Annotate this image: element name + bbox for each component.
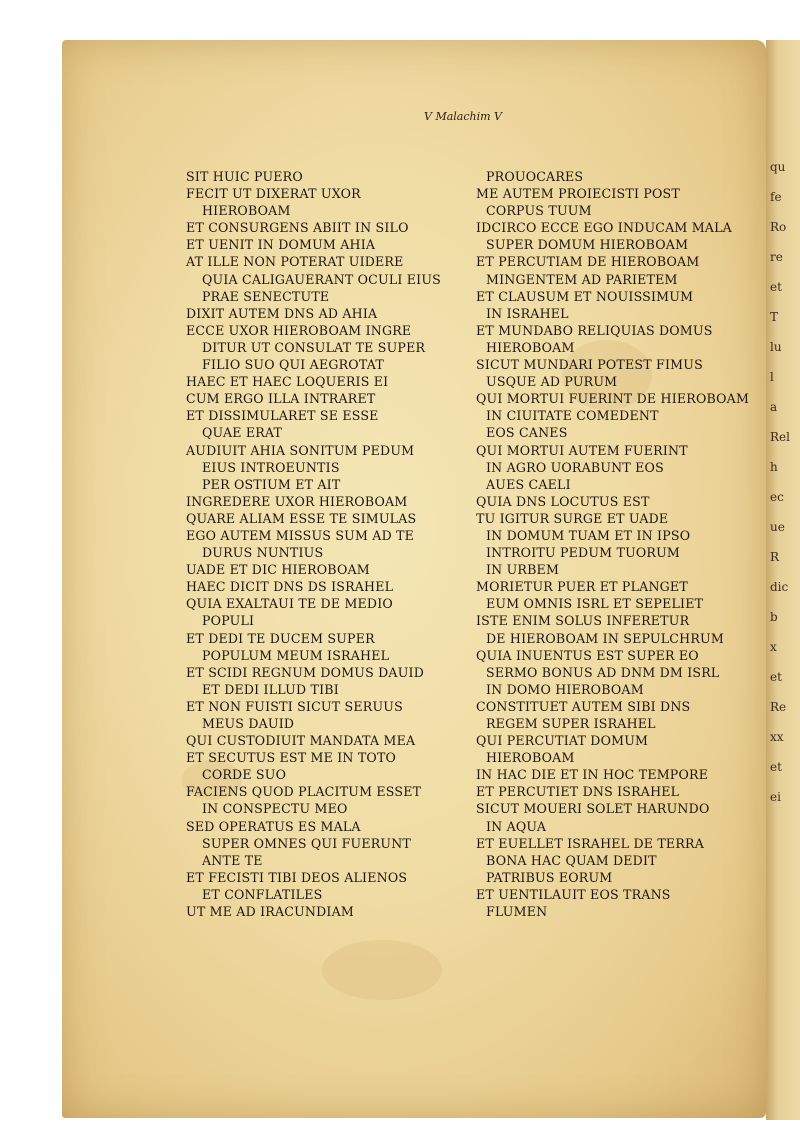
text-line: PRAE SENECTUTE — [202, 288, 330, 304]
text-line: QUI MORTUI FUERINT DE HIEROBOAM — [476, 391, 750, 407]
text-line: PROUOCARES — [486, 169, 584, 184]
text-line: AUDIUIT AHIA SONITUM PEDUM — [186, 442, 415, 458]
text-line: SED OPERATUS ES MALA — [186, 818, 361, 834]
next-page-fragment: Ro — [770, 220, 787, 234]
text-line: ET SCIDI REGNUM DOMUS DAUID — [186, 664, 425, 680]
next-page-fragment: xx — [770, 730, 784, 744]
text-line: ET DEDI ILLUD TIBI — [202, 681, 339, 697]
text-line: REGEM SUPER ISRAHEL — [486, 716, 656, 731]
next-page-fragment: a — [770, 400, 778, 414]
running-head: V Malachim V — [424, 110, 502, 123]
text-line: ET DEDI TE DUCEM SUPER — [186, 630, 375, 646]
next-page-fragment: Re — [770, 700, 787, 714]
text-line: UT ME AD IRACUNDIAM — [186, 904, 354, 920]
text-line: EOS CANES — [486, 425, 568, 441]
next-page-fragment: Rel — [770, 430, 790, 444]
text-line: QUARE ALIAM ESSE TE SIMULAS — [186, 510, 417, 526]
text-line: BONA HAC QUAM DEDIT — [486, 852, 657, 868]
text-line: HIEROBOAM — [202, 203, 291, 219]
next-page-fragment: x — [770, 640, 777, 654]
text-line: EGO AUTEM MISSUS SUM AD TE — [186, 527, 415, 543]
next-page-fragment: R — [770, 550, 780, 564]
next-page-fragment: et — [770, 280, 782, 294]
text-line: ET SECUTUS EST ME IN TOTO — [186, 750, 397, 766]
text-line: IN AQUA — [486, 818, 547, 834]
text-line: IN DOMO HIEROBOAM — [486, 681, 644, 697]
text-line: IN CONSPECTU MEO — [202, 801, 348, 817]
text-line: DIXIT AUTEM DNS AD AHIA — [186, 305, 378, 321]
text-line: POPULI — [202, 613, 255, 629]
next-page-fragment: ue — [770, 520, 785, 534]
text-line: SUPER OMNES QUI FUERUNT — [202, 835, 412, 851]
text-line: QUI CUSTODIUIT MANDATA MEA — [186, 733, 416, 749]
text-line: TU IGITUR SURGE ET UADE — [476, 510, 669, 526]
text-line: IN CIUITATE COMEDENT — [486, 408, 659, 424]
text-line: FECIT UT DIXERAT UXOR — [186, 186, 361, 202]
text-line: SERMO BONUS AD DNM DM ISRL — [486, 664, 720, 680]
text-line: DITUR UT CONSULAT TE SUPER — [202, 339, 426, 355]
text-line: ET UENIT IN DOMUM AHIA — [186, 237, 376, 253]
text-line: DE HIEROBOAM IN SEPULCHRUM — [486, 630, 724, 646]
text-line: POPULUM MEUM ISRAHEL — [202, 647, 390, 663]
text-line: FILIO SUO QUI AEGROTAT — [202, 357, 384, 373]
text-line: QUIA INUENTUS EST SUPER EO — [476, 647, 699, 663]
text-line: ECCE UXOR HIEROBOAM INGRE — [186, 322, 412, 338]
text-line: ME AUTEM PROIECISTI POST — [476, 186, 680, 202]
text-line: SIT HUIC PUERO — [186, 169, 303, 184]
next-page-fragment: re — [770, 250, 783, 264]
text-line: IN AGRO UORABUNT EOS — [486, 459, 664, 475]
next-page-fragment: b — [770, 610, 778, 624]
text-line: MINGENTEM AD PARIETEM — [486, 271, 678, 287]
text-line: ET MUNDABO RELIQUIAS DOMUS — [476, 322, 713, 338]
text-line: CORPUS TUUM — [486, 203, 592, 219]
text-line: EIUS INTROEUNTIS — [202, 459, 340, 475]
text-line: QUIA EXALTAUI TE DE MEDIO — [186, 596, 393, 612]
text-line: ET PERCUTIAM DE HIEROBOAM — [476, 254, 700, 270]
text-line: PATRIBUS EORUM — [486, 869, 613, 885]
parchment-stain — [322, 940, 442, 1000]
text-line: PER OSTIUM ET AIT — [202, 476, 341, 492]
text-line: ISTE ENIM SOLUS INFERETUR — [476, 613, 690, 629]
text-line: SICUT MUNDARI POTEST FIMUS — [476, 357, 703, 373]
text-line: QUAE ERAT — [202, 425, 283, 441]
text-line: CUM ERGO ILLA INTRARET — [186, 391, 376, 407]
text-line: INTROITU PEDUM TUORUM — [486, 545, 680, 561]
text-line: HAEC ET HAEC LOQUERIS EI — [186, 374, 389, 390]
text-line: CORDE SUO — [202, 767, 287, 783]
next-page-fragment: fe — [770, 190, 782, 204]
text-line: ANTE TE — [202, 852, 263, 868]
next-page-fragment: dic — [770, 580, 789, 594]
text-line: HIEROBOAM — [486, 339, 575, 355]
text-line: ET DISSIMULARET SE ESSE — [186, 408, 379, 424]
next-page-fragment: ec — [770, 490, 784, 504]
text-line: IN DOMUM TUAM ET IN IPSO — [486, 527, 691, 543]
text-line: SICUT MOUERI SOLET HARUNDO — [476, 801, 710, 817]
next-page-fragment: ei — [770, 790, 781, 804]
left-text-column — [186, 168, 446, 920]
text-line: QUI MORTUI AUTEM FUERINT — [476, 442, 688, 458]
text-line: FACIENS QUOD PLACITUM ESSET — [186, 784, 422, 800]
next-page-fragment: et — [770, 670, 782, 684]
next-page-fragment: l — [770, 370, 774, 384]
text-line: CONSTITUET AUTEM SIBI DNS — [476, 698, 691, 714]
text-line: ET PERCUTIET DNS ISRAHEL — [476, 784, 680, 800]
text-line: FLUMEN — [486, 904, 548, 920]
text-line: IN URBEM — [486, 562, 560, 578]
next-page-fragment: qu — [770, 160, 786, 174]
next-page-fragment: T — [770, 310, 779, 324]
text-line: ET CLAUSUM ET NOUISSIMUM — [476, 288, 694, 304]
text-line: IDCIRCO ECCE EGO INDUCAM MALA — [476, 220, 732, 236]
text-line: MORIETUR PUER ET PLANGET — [476, 579, 688, 595]
text-line: IN HAC DIE ET IN HOC TEMPORE — [476, 767, 709, 783]
text-line: AUES CAELI — [486, 476, 571, 492]
text-line: ET CONFLATILES — [202, 886, 323, 902]
text-line: DURUS NUNTIUS — [202, 545, 324, 561]
text-line: IN ISRAHEL — [486, 305, 569, 321]
text-line: QUI PERCUTIAT DOMUM — [476, 733, 649, 749]
text-line: ET FECISTI TIBI DEOS ALIENOS — [186, 869, 408, 885]
text-line: ET UENTILAUIT EOS TRANS — [476, 886, 671, 902]
text-line: HAEC DICIT DNS DS ISRAHEL — [186, 579, 394, 595]
text-line: UADE ET DIC HIEROBOAM — [186, 562, 370, 578]
text-line: QUIA DNS LOCUTUS EST — [476, 493, 650, 509]
next-page-fragment: lu — [770, 340, 782, 354]
text-line: MEUS DAUID — [202, 716, 295, 731]
right-text-column — [476, 168, 750, 920]
text-line: ET EUELLET ISRAHEL DE TERRA — [476, 835, 704, 851]
text-line: INGREDERE UXOR HIEROBOAM — [186, 493, 408, 509]
text-line: USQUE AD PURUM — [486, 374, 618, 390]
text-line: QUIA CALIGAUERANT OCULI EIUS — [202, 271, 441, 287]
next-page-fragment: h — [770, 460, 778, 474]
text-line: HIEROBOAM — [486, 750, 575, 766]
text-line: SUPER DOMUM HIEROBOAM — [486, 237, 689, 253]
text-line: EUM OMNIS ISRL ET SEPELIET — [486, 596, 704, 612]
next-page-fragment: et — [770, 760, 782, 774]
text-line: ET CONSURGENS ABIIT IN SILO — [186, 220, 409, 236]
text-line: AT ILLE NON POTERAT UIDERE — [186, 254, 404, 270]
text-line: ET NON FUISTI SICUT SERUUS — [186, 698, 403, 714]
